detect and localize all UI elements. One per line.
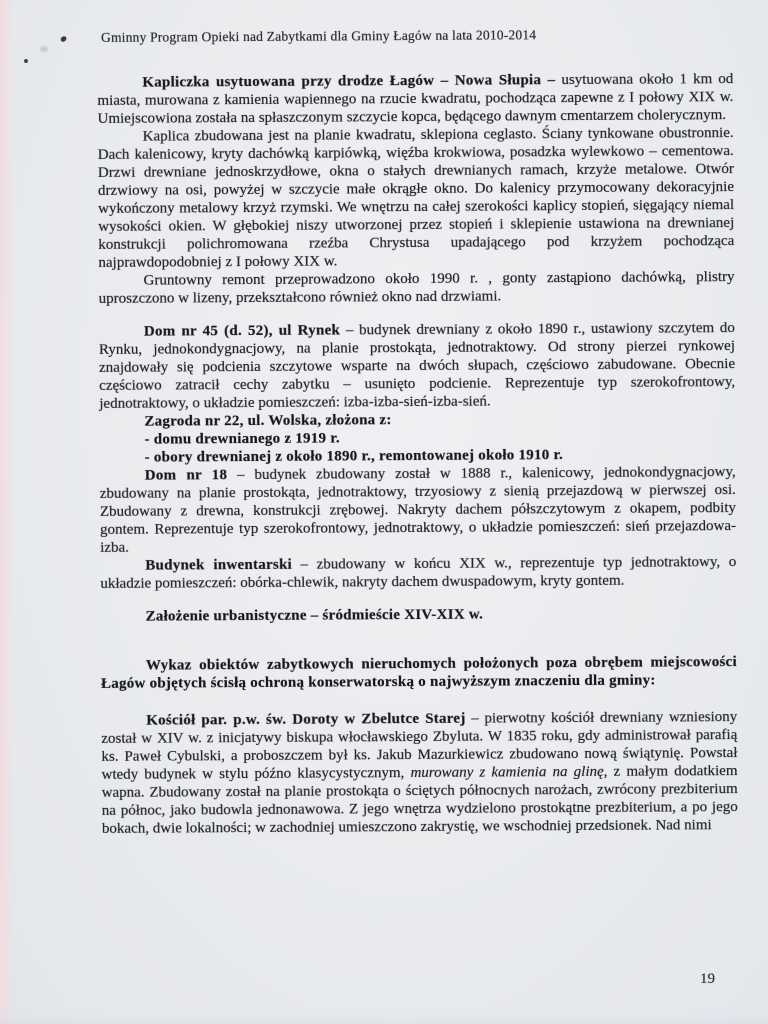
paragraph-dom-45 — [99, 319, 736, 413]
scan-speck — [60, 35, 68, 43]
zagroda-item: - domu drewnianego z 1919 r. — [144, 430, 340, 448]
paragraph-text: usytuowana około 1 km od miasta, murowana z kamienia wapiennego na rzucie kwadratu, pochodząca zapewne z I połowy XIX w. Umiejscowiona została na spłaszczonym szczycie kopca, będącego dawnym cmentarzem cholerycznym. — [97, 71, 734, 127]
paragraph-lead: Budynek inwentarski — [145, 556, 293, 574]
paragraph-lead: Dom nr 18 — [144, 467, 228, 484]
paragraph-text: Gruntowny remont przeprowadzono około 1990 r. , gonty zastąpiono dachówką, plistry uproszczono w lizeny, przekształcono również okno nad drzwiami. — [98, 269, 735, 307]
paragraph-text: – budynek zbudowany został w 1888 r., kalenicowy, jednokondygnacjowy, zbudowany na planie prostokąta, jednotraktowy, trzyosiowy z sienią przejazdową w pierwszej osi. Zbudowany z drewna, konstrukcji zrębowej. Nakryty dachem półszczytowym z okapem, podbity gontem. Reprezentuje typ szerokofrontowy, jednotraktowy, o układzie pomieszczeń: sień przejazdowa-izba. — [99, 464, 737, 556]
paragraph-remont — [98, 268, 734, 308]
paper-edge-tint — [0, 0, 14, 1024]
italic-phrase: murowany z kamienia na glinę — [410, 763, 604, 782]
paper-bottom-shade — [0, 1014, 768, 1024]
paragraph-lead: Kapliczka usytuowana przy drodze Łagów – Nowa Słupia – — [142, 72, 556, 91]
page-number: 19 — [700, 971, 715, 987]
paragraph-lead: Dom nr 45 (d. 52), ul Rynek — [143, 322, 341, 340]
paragraph-budynek-inwentarski — [100, 553, 736, 593]
document-body — [97, 70, 738, 838]
scan-speck — [24, 59, 28, 63]
paragraph-kosciol-zbelutka — [101, 708, 738, 838]
paragraph-dom-18 — [100, 463, 737, 557]
paragraph-kaplica-description — [98, 124, 735, 272]
paragraph-text: , z małym dodatkiem wapna. Zbudowany został na planie prostokąta o ściętych północnych narożach, zwrócony prezbiterium na północ, jako budowla jednonawowa. Z jego wnętrza wydzielono prostokątne prezbiterium, a po jego bokach, dwie lokalności; w zachodniej umieszczono zakrystię, we wschodniej przedsionek. Nad nimi — [101, 763, 738, 837]
document-content — [97, 26, 738, 838]
paragraph-text: – budynek drewniany z około 1890 r., ustawiony szczytem do Rynku, jednokondygnacjowy, na planie prostokąta, jednotraktowy. Od strony pierzei rynkowej znajdowały się podcienia szczytowe wsparte na dwóch słupach, częściowo zabudowane. Obecnie częściowo zatracił cechy zabytku – usunięto podcienie. Reprezentuje typ szerokofrontowy, jednotraktowy, o układzie pomieszczeń: izba-izba-sień-izba-sień. — [98, 320, 736, 412]
scan-smudge — [40, 46, 48, 52]
paragraph-kapliczka — [97, 70, 733, 128]
paragraph-lead: Kościół par. p.w. św. Doroty w Zbelutce Starej — [146, 710, 466, 729]
heading-wykaz: Wykaz obiektów zabytkowych nieruchomych położonych poza obrębem miejscowości Łagów objętych ścisłą ochroną konserwatorską o najwyższym znaczeniu dla gminy: — [100, 654, 737, 692]
heading-zalozenie-urbanistyczne: Założenie urbanistyczne – śródmieście XIV-XIX w. — [145, 606, 484, 625]
paragraph-text: – zbudowany w końcu XIX w., reprezentuje typ jednotraktowy, o układzie pomieszczeń: obórka-chlewik, nakryty dachem dwuspadowym, kryty gontem. — [100, 554, 737, 592]
running-header: Gminny Program Opieki nad Zabytkami dla Gminy Łagów na lata 2010-2014 — [101, 27, 537, 45]
zagroda-item: - obory drewnianej z około 1890 r., remontowanej około 1910 r. — [144, 447, 564, 466]
paragraph-text: – pierwotny kościół drewniany wzniesiony został w XIV w. z inicjatywy biskupa włocławskiego Zbyluta. W 1835 roku, gdy administrował parafią ks. Paweł Cybulski, a proboszczem był ks. Jakub Mazurkiewicz zbudowano nową świątynię. Powstał wtedy budynek w stylu późno klasycystycznym, — [101, 709, 738, 783]
zagroda-heading: Zagroda nr 22, ul. Wolska, złożona z: — [144, 412, 392, 430]
paragraph-text: Kaplica zbudowana jest na planie kwadratu, sklepiona ceglasto. Ściany tynkowane obustronnie. Dach kalenicowy, kryty dachówką karpiówką, więźba krokwiowa, posadzka wylewkowo – cementowa. Drzwi drewniane jednoskrzydłowe, okna o stałych drewnianych ramach, krzyże metalowe. Otwór drzwiowy na osi, powyżej w szczycie małe okrągłe okno. Do kalenicy przymocowany dekoracyjnie wykończony metalowy krzyż rzymski. We wnętrzu na całej szerokości kaplicy stopień, sięgający niemal wysokości okien. W głębokiej niszy utworzonej przez stopień i sklepienie ustawiona na drewnianej konstrukcji polichromowana rzeźba Chrystusa upadającego pod krzyżem pochodząca najprawdopodobniej z I połowy XIX w. — [97, 125, 735, 271]
